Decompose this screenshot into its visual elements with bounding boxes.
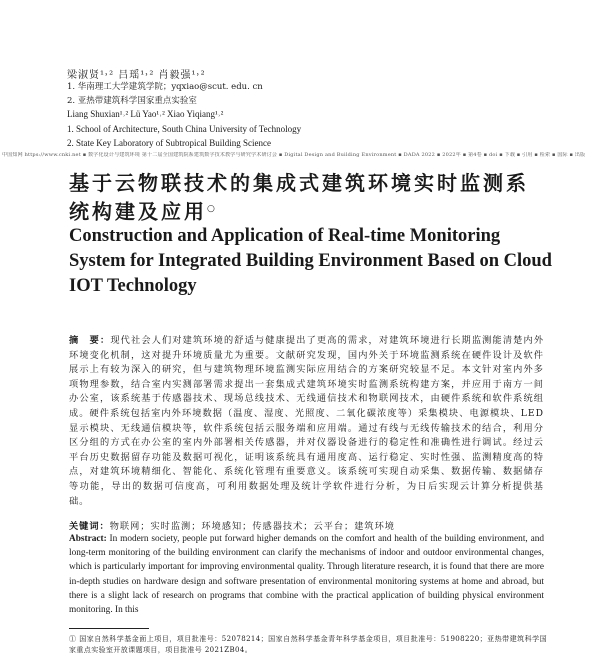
abstract-chinese-label: 摘 要： bbox=[69, 335, 111, 346]
affiliation-english-2: 2. State Key Laboratory of Subtropical Building Science bbox=[67, 138, 271, 148]
abstract-english-text: In modern society, people put forward higher demands on the comfort and health of the building environment, and long-term monitoring of the building environment can clarify the mechanisms of indoor and outdoor environmental changes, which is particularly important for improving environmental quality. Through literature research, it is found that there are more in-depth studies on hardware design and software presentation of environmental monitoring systems at home and abroad, but there is a slight lack of research on programs that combine with the practical application of building physical environment monitoring. In this bbox=[69, 534, 544, 616]
abstract-english-label: Abstract: bbox=[69, 534, 107, 544]
abstract-chinese-text: 现代社会人们对建筑环境的舒适与健康提出了更高的需求，对建筑环境进行长期监测能清楚内外环境变化机制，这对提升环境质量尤为重要。文献研究发现，国内外关于环境监测系统在硬件设计及软件展示上有较为深入的研究，但与建筑物理环境监测实际应用结合的方案研究较显不足。本文针对室内外多项物理参数，结合室内实测部署需求提出一套集成式建筑环境实时监测系统构建方案，并应用于南方一间办公室，该系统基于传感器技术、现场总线技术、无线通信技术和物联网技术，由硬件系统和软件系统组成。硬件系统包括室内外环境数据（温度、湿度、光照度、二氧化碳浓度等）采集模块、电源模块、LED显示模块、无线通信模块等，软件系统包括云服务端和应用端。通过有线与无线传输技术的结合，利用分区分组的方式在办公室的室内外部署相关传感器，并对仪器设备进行的稳定性和准确性进行调试。经过云平台历史数据留存功能及数据可视化，证明该系统具有通用度高、运行稳定、实时性强、监测精度高的特点，对建筑环境精细化、智能化、系统化管理有重要意义。该系统可实现自动采集、数据传输、数据储存等功能，导出的数据可信度高，可利用数据处理及统计学软件进行分析，为日后实现云计算分析提供基础。 bbox=[69, 335, 545, 507]
title-chinese-text: 基于云物联技术的集成式建筑环境实时监测系统构建及应用 bbox=[69, 171, 529, 224]
abstract-chinese bbox=[69, 334, 544, 509]
title-chinese bbox=[69, 170, 549, 225]
title-footnote-mark: ○ bbox=[207, 204, 215, 214]
authors-english: Liang Shuxian¹˒² Lü Yao¹˒² Xiao Yiqiang¹˒² bbox=[67, 109, 224, 119]
database-stamp-line: 中国知网 https://www.cnki.net ▪ 数字化设计与建筑环境 第十二届全国建筑院系建筑数字技术教学与研究学术研讨会 ▪ Digital Design and Building Environment ▪ DADA 2022 ▪ 2022年 ▪ 第4卷 ▪ doi ▪ 下载 ▪ 引用 ▪ 检索 ▪ 国际 ▪ 出版 bbox=[2, 152, 586, 158]
affiliation-english-1: 1. School of Architecture, South China University of Technology bbox=[67, 124, 302, 134]
footnote-funding: ① 国家自然科学基金面上项目，项目批准号：52078214；国家自然科学基金青年科学基金项目，项目批准号：51908220；亚热带建筑科学国家重点实验室开放课题项目，项目批准号 2021ZB04。 bbox=[69, 635, 547, 654]
affiliation-chinese-1: 1. 华南理工大学建筑学院；yqxiao@scut. edu. cn bbox=[67, 82, 263, 92]
authors-chinese: 梁淑贤¹˒² 吕瑶¹˒² 肖毅强¹˒² bbox=[67, 70, 206, 81]
keywords-chinese-label: 关键词： bbox=[69, 521, 110, 532]
title-english: Construction and Application of Real-time Monitoring System for Integrated Building Environment Based on Cloud IOT Technology bbox=[69, 226, 552, 296]
affiliation-chinese-2: 2. 亚热带建筑科学国家重点实验室 bbox=[67, 96, 197, 106]
keywords-chinese-text: 物联网；实时监测；环境感知；传感器技术；云平台；建筑环境 bbox=[109, 521, 395, 532]
footnote-divider bbox=[69, 628, 149, 629]
keywords-chinese bbox=[69, 518, 544, 532]
abstract-english bbox=[69, 532, 544, 617]
